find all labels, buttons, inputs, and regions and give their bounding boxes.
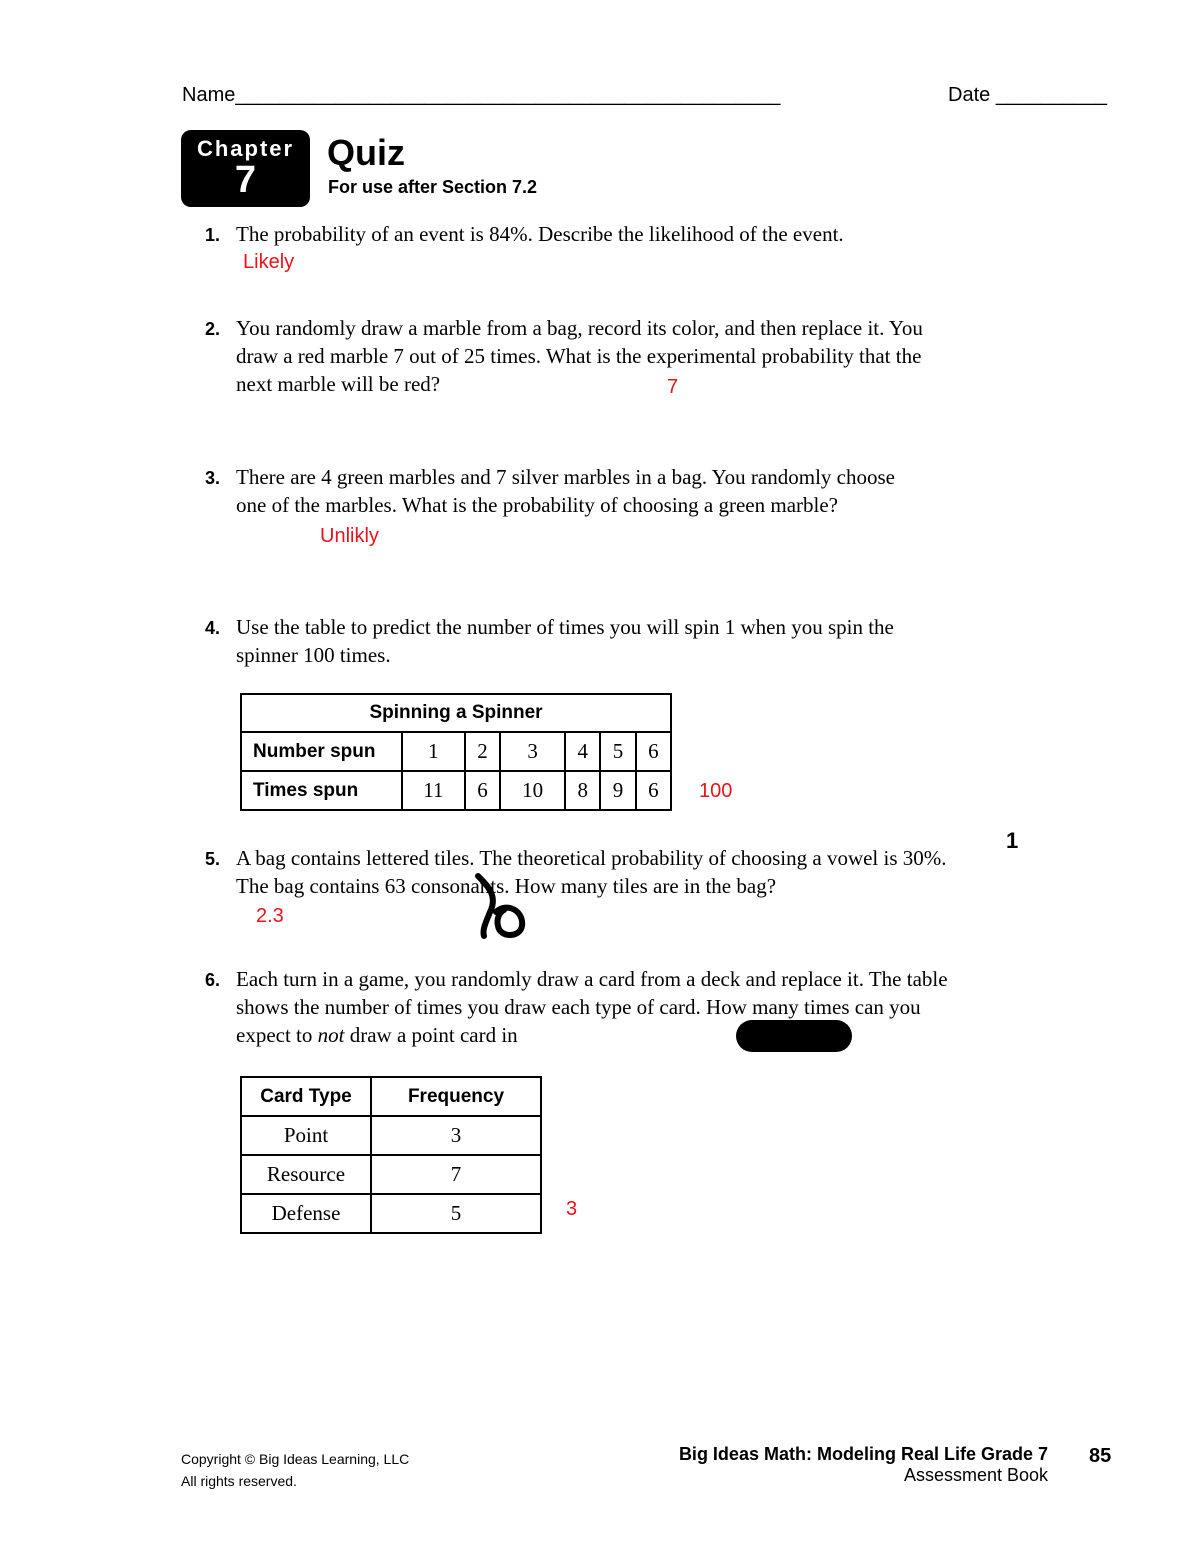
- question-6-text-after: draw a point card in: [344, 1023, 518, 1047]
- date-blank: __________: [995, 84, 1108, 106]
- question-6-answer: 3: [566, 1198, 578, 1220]
- card-cell: Resource: [241, 1155, 371, 1194]
- footer-copyright: [181, 1448, 409, 1492]
- date-label: Date: [948, 84, 991, 106]
- copyright-text: Copyright © Big Ideas Learning, LLC: [181, 1451, 410, 1467]
- spinner-cell: 9: [600, 771, 635, 810]
- card-cell: Defense: [241, 1194, 371, 1233]
- table-row: [241, 732, 671, 771]
- question-2-text: You randomly draw a marble from a bag, record its color, and then replace it. You draw a red marble 7 out of 25 times. What is the experimental probability that the next marble will be red?: [236, 316, 923, 396]
- question-3-text: There are 4 green marbles and 7 silver marbles in a bag. You randomly choose one of the marbles. What is the probability of choosing a green marble?: [236, 465, 895, 517]
- spinner-cell: 4: [565, 732, 600, 771]
- spinner-cell: 6: [465, 771, 500, 810]
- question-3-number: 3.: [205, 468, 221, 488]
- footer-book-info: [679, 1444, 1048, 1486]
- table-row: [241, 1077, 541, 1116]
- spinner-table-title: Spinning a Spinner: [241, 694, 671, 732]
- spinner-cell: 1: [402, 732, 465, 771]
- handwritten-scribble-icon: [470, 872, 530, 942]
- question-5-obscured-number: 63: [384, 874, 406, 898]
- card-table-header: Card Type: [241, 1077, 371, 1116]
- card-table-header: Frequency: [371, 1077, 541, 1116]
- question-4-answer: 100: [699, 780, 733, 802]
- spinner-row-label-times: Times spun: [241, 771, 402, 810]
- spinner-cell: 2: [465, 732, 500, 771]
- question-3-answer: Unlikly: [320, 525, 379, 547]
- question-1-text: The probability of an event is 84%. Describe the likelihood of the event.: [236, 222, 844, 246]
- question-5-text-after: consonants. How many tiles are in the bag?: [405, 874, 777, 898]
- spinner-cell: 10: [500, 771, 565, 810]
- spinner-cell: 6: [636, 732, 671, 771]
- spinner-cell: 6: [636, 771, 671, 810]
- card-cell: Point: [241, 1116, 371, 1155]
- question-6-text-before: Each turn in a game, you randomly draw a card from a deck and replace it. The table shows the number of times you draw each type of card. How many times can you expect to: [236, 967, 948, 1047]
- page-subtitle: For use after Section 7.2: [328, 177, 538, 197]
- name-blank: _________________________________________________: [235, 84, 781, 106]
- card-cell: 5: [371, 1194, 541, 1233]
- rights-text: All rights reserved.: [181, 1473, 297, 1489]
- card-table: [240, 1076, 542, 1234]
- question-5-answer: 2.3: [256, 905, 284, 927]
- question-4-text: Use the table to predict the number of times you will spin 1 when you spin the spinner 100 times.: [236, 615, 894, 667]
- spinner-cell: 11: [402, 771, 465, 810]
- question-5-text: [236, 844, 966, 900]
- question-1-number: 1.: [205, 225, 221, 245]
- page-title: Quiz: [327, 132, 405, 173]
- book-subtitle: Assessment Book: [903, 1465, 1048, 1485]
- spinner-cell: 3: [500, 732, 565, 771]
- chapter-badge: [181, 130, 310, 207]
- table-row: [241, 1116, 541, 1155]
- spinner-row-label-number: Number spun: [241, 732, 402, 771]
- question-5-text-before: A bag contains lettered tiles. The theoretical probability of choosing a vowel is 30%. The bag contains: [236, 846, 947, 898]
- spinner-table: [240, 693, 672, 811]
- question-5-number: 5.: [205, 849, 221, 869]
- date-field[interactable]: [948, 84, 1107, 107]
- table-row: [241, 771, 671, 810]
- name-field[interactable]: [182, 84, 780, 107]
- question-2-answer: 7: [667, 376, 679, 398]
- question-4-number: 4.: [205, 618, 221, 638]
- question-6-number: 6.: [205, 970, 221, 990]
- question-6-emphasis: not: [317, 1023, 345, 1047]
- table-row: [241, 1155, 541, 1194]
- redaction-scribble: [736, 1020, 852, 1052]
- name-label: Name: [182, 84, 236, 106]
- card-cell: 3: [371, 1116, 541, 1155]
- question-2-number: 2.: [205, 319, 221, 339]
- table-row: [241, 1194, 541, 1233]
- spinner-cell: 8: [565, 771, 600, 810]
- table-row: [241, 694, 671, 732]
- card-cell: 7: [371, 1155, 541, 1194]
- chapter-number: 7: [234, 159, 257, 201]
- spinner-cell: 5: [600, 732, 635, 771]
- margin-mark: 1: [1006, 828, 1019, 853]
- question-1-answer: Likely: [243, 251, 295, 273]
- chapter-word: Chapter: [196, 136, 295, 161]
- page-number: 85: [1089, 1445, 1112, 1467]
- book-title: Big Ideas Math: Modeling Real Life Grade 7: [678, 1444, 1048, 1464]
